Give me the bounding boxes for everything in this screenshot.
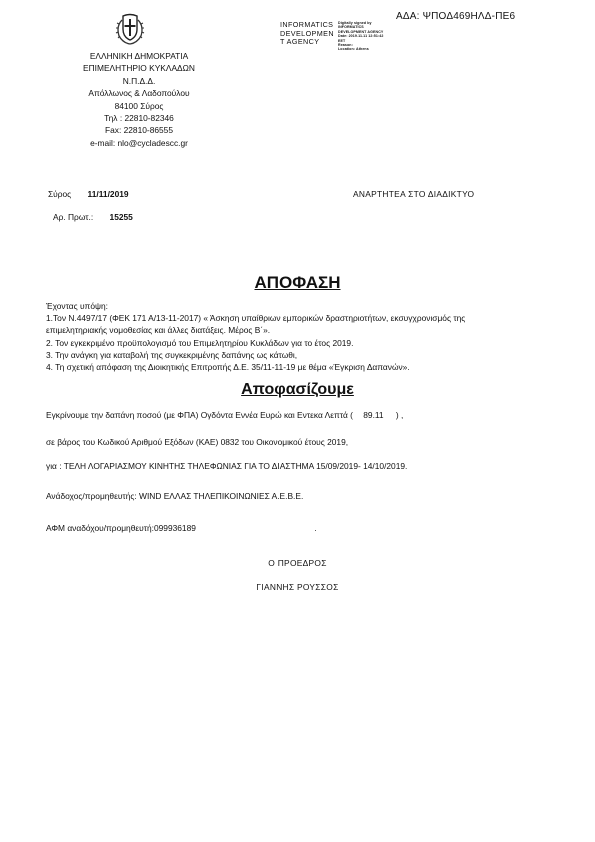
issuer-line: 84100 Σύρος <box>114 100 164 111</box>
place-label: Σύρος <box>48 189 72 199</box>
issuer-line: Τηλ : 22810-82346 <box>104 113 174 124</box>
date-line <box>48 189 129 199</box>
internet-notice: ΑΝΑΡΤΗΤΕΑ ΣΤΟ ΔΙΑΔΙΚΤΥΟ <box>353 189 475 199</box>
approval-line <box>46 410 403 420</box>
considering-label: Έχοντας υπόψη: <box>46 301 108 311</box>
vat-number: 099936189 <box>153 523 196 533</box>
protocol-number: 15255 <box>109 212 133 222</box>
stamp-detail-line: DEVELOPMENT AGENCY <box>338 29 384 34</box>
issuer-line: Ν.Π.Δ.Δ. <box>122 75 156 86</box>
digital-signature-stamp <box>280 21 334 47</box>
approval-end: ) , <box>395 410 404 420</box>
decision-title: ΑΠΟΦΑΣΗ <box>254 273 341 292</box>
considerations-block <box>46 300 556 373</box>
digital-signature-details <box>338 21 383 52</box>
consideration-item: 3. Την ανάγκη για καταβολή της συγκεκριμένης δαπάνης ως κάτωθι, <box>46 349 298 360</box>
stamp-detail-line: Date: 2019.11.11 12:51:42 <box>338 34 384 39</box>
issuer-line: Fax: 22810-86555 <box>105 125 173 136</box>
consideration-item: επιμελητηριακής νομοθεσίας και άλλες διατάξεις. Μέρος Β΄». <box>46 325 271 336</box>
document-date: 11/11/2019 <box>87 189 129 199</box>
vat-end: . <box>314 523 317 533</box>
issuer-line: Απόλλωνος & Λαδοπούλου <box>88 88 190 99</box>
resolve-title: Αποφασίζουμε <box>241 381 354 398</box>
greek-coat-of-arms-icon <box>113 12 147 46</box>
vat-label: ΑΦΜ αναδόχου/προμηθευτή: <box>46 523 154 533</box>
issuer-line: e-mail: nlo@cycladescc.gr <box>90 137 188 148</box>
stamp-detail-line: Location: Athens <box>338 47 369 52</box>
stamp-detail-line: Digitally signed by <box>338 21 372 25</box>
purpose-line: για : ΤΕΛΗ ΛΟΓΑΡΙΑΣΜΟΥ ΚΙΝΗΤΗΣ ΤΗΛΕΦΩΝΙΑΣ ΓΙΑ ΤΟ ΔΙΑΣΤΗΜΑ 15/09/2019- 14/10/2019. <box>46 461 408 471</box>
consideration-item: 1.Τον Ν.4497/17 (ΦΕΚ 171 Α/13-11-2017) « Άσκηση υπαίθριων εμπορικών δραστηριοτήτων, εκσυγχρονισμός της <box>46 313 466 324</box>
issuer-line: ΕΠΙΜΕΛΗΤΗΡΙΟ ΚΥΚΛΑΔΩΝ <box>83 63 195 74</box>
stamp-line: INFORMATICS <box>280 20 334 29</box>
issuer-line: ΕΛΛΗΝΙΚΗ ΔΗΜΟΚΡΑΤΙΑ <box>89 51 189 61</box>
approval-text: Εγκρίνουμε την δαπάνη ποσού (με ΦΠΑ) Ογδόντα Εννέα Ευρώ και Εντεκα Λεπτά ( <box>46 410 353 420</box>
issuer-address-block <box>56 50 222 149</box>
protocol-line <box>53 212 133 222</box>
vat-line <box>46 523 317 533</box>
signer-role: Ο ΠΡΟΕΔΡΟΣ <box>268 558 327 568</box>
stamp-detail-line: INFORMATICS <box>338 25 364 30</box>
stamp-line: DEVELOPMEN <box>280 28 334 38</box>
contractor-line: Ανάδοχος/προμηθευτής: WIND ΕΛΛΑΣ ΤΗΛΕΠΙΚΟΙΝΩΝΙΕΣ Α.Ε.Β.Ε. <box>46 491 304 501</box>
stamp-detail-line: Reason: <box>338 43 353 48</box>
ada-code: ΑΔΑ: ΨΠΟΔ469ΗΛΔ-ΠΕ6 <box>396 11 516 22</box>
stamp-detail-line: EET <box>338 38 346 43</box>
budget-line: σε βάρος του Κωδικού Αριθμού Εξόδων (ΚΑΕ) 0832 του Οικονομικού έτους 2019, <box>46 437 349 447</box>
stamp-line: T AGENCY <box>280 37 320 47</box>
signer-name: ΓΙΑΝΝΗΣ ΡΟΥΣΣΟΣ <box>256 582 339 592</box>
consideration-item: 2. Τον εγκεκριμένο προϋπολογισμό του Επιμελητηρίου Κυκλάδων για το έτος 2019. <box>46 337 354 348</box>
consideration-item: 4. Τη σχετική απόφαση της Διοικητικής Επιτροπής Δ.Ε. 35/11-11-19 με θέμα «Έγκριση Δαπανών». <box>46 362 410 373</box>
approved-amount: 89.11 <box>363 410 384 420</box>
protocol-label: Αρ. Πρωτ.: <box>53 212 94 222</box>
